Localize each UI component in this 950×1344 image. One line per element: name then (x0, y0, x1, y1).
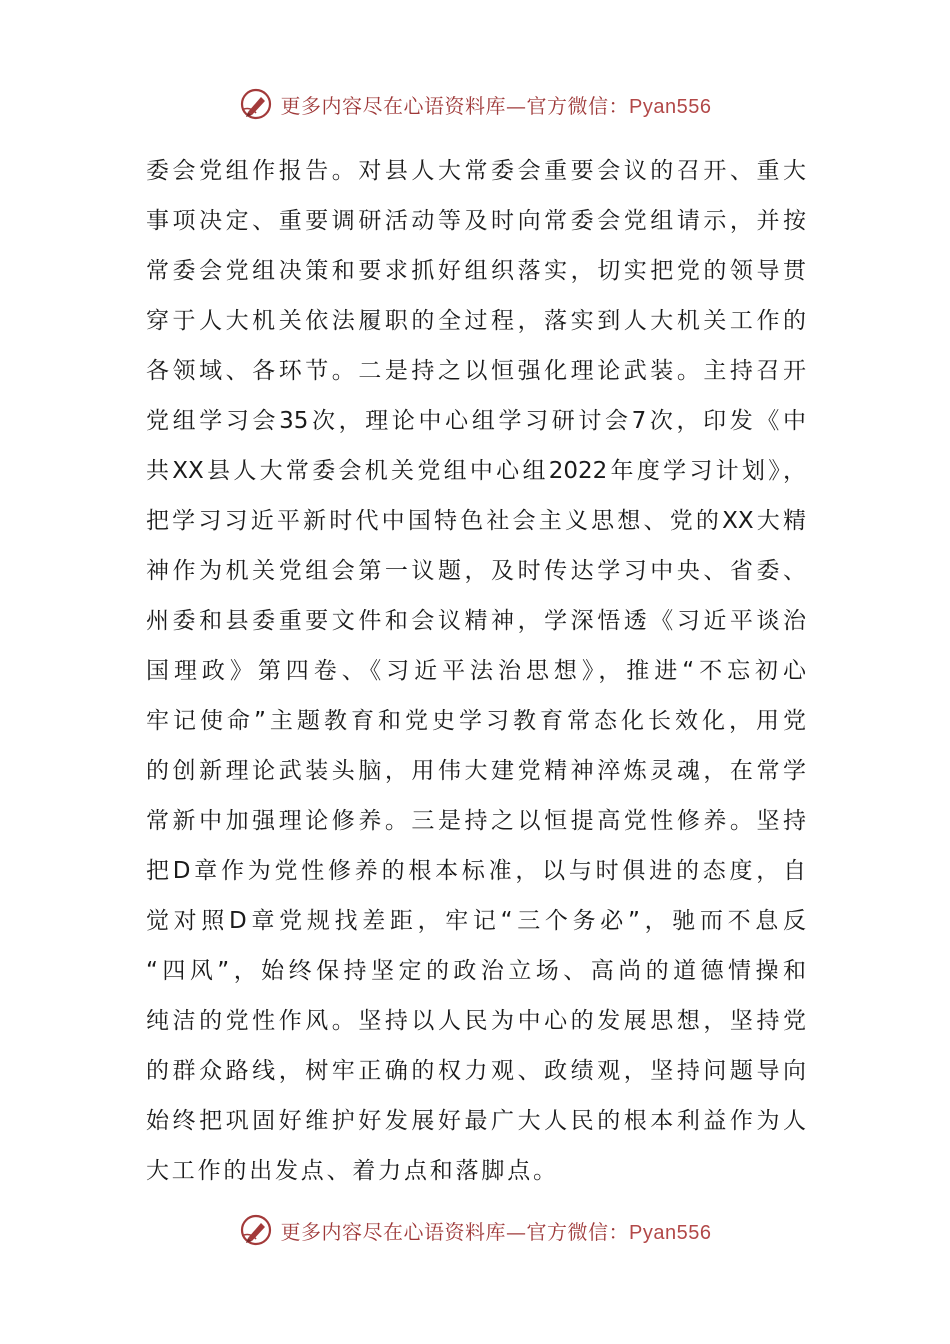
body-line: 觉对照D章党规找差距，牢记“三个务必”，驰而不息反 (146, 908, 806, 934)
body-line: 神作为机关党组会第一议题，及时传达学习中央、省委、 (146, 558, 806, 584)
footer-wechat-id: Pyan556 (629, 1221, 712, 1244)
header-banner-text (281, 90, 712, 119)
body-line: 穿于人大机关依法履职的全过程，落实到人大机关工作的 (146, 308, 806, 334)
body-line: 纯洁的党性作风。坚持以人民为中心的发展思想，坚持党 (146, 1008, 806, 1034)
header-banner (0, 84, 950, 124)
body-line: 国理政》第四卷、《习近平法治思想》，推进“不忘初心 (146, 658, 806, 684)
body-line: 把D章作为党性修养的根本标准，以与时俱进的态度，自 (146, 858, 806, 884)
document-body (146, 146, 806, 1196)
body-line: 把学习习近平新时代中国特色社会主义思想、党的XX大精 (146, 508, 806, 534)
footer-banner (0, 1210, 950, 1250)
body-line: 始终把巩固好维护好发展好最广大人民的根本利益作为人 (146, 1108, 806, 1134)
header-banner-label: 更多内容尽在心语资料库—官方微信： (280, 93, 630, 118)
body-line: 州委和县委重要文件和会议精神，学深悟透《习近平谈治 (146, 608, 806, 634)
header-wechat-id: Pyan556 (629, 95, 712, 118)
body-line: 的创新理论武装头脑，用伟大建党精神淬炼灵魂，在常学 (146, 758, 806, 784)
body-line: 牢记使命”主题教育和党史学习教育常态化长效化，用党 (146, 708, 806, 734)
body-line: 各领域、各环节。二是持之以恒强化理论武装。主持召开 (146, 358, 806, 384)
body-line: 常新中加强理论修养。三是持之以恒提高党性修养。坚持 (146, 808, 806, 834)
body-line: 党组学习会35次，理论中心组学习研讨会7次，印发《中 (146, 408, 806, 434)
body-line: 的群众路线，树牢正确的权力观、政绩观，坚持问题导向 (146, 1058, 806, 1084)
footer-banner-text (281, 1216, 712, 1245)
body-line: 事项决定、重要调研活动等及时向常委会党组请示，并按 (146, 208, 806, 234)
body-line: 委会党组作报告。对县人大常委会重要会议的召开、重大 (146, 158, 806, 184)
body-line: 常委会党组决策和要求抓好组织落实，切实把党的领导贯 (146, 258, 806, 284)
body-line: 共XX县人大常委会机关党组中心组2022年度学习计划》， (146, 458, 806, 484)
pen-logo-icon (239, 1213, 273, 1247)
body-line: “四风”，始终保持坚定的政治立场、高尚的道德情操和 (146, 958, 806, 984)
body-line: 大工作的出发点、着力点和落脚点。 (146, 1158, 559, 1184)
pen-logo-icon (239, 87, 273, 121)
footer-banner-label: 更多内容尽在心语资料库—官方微信： (280, 1219, 630, 1244)
